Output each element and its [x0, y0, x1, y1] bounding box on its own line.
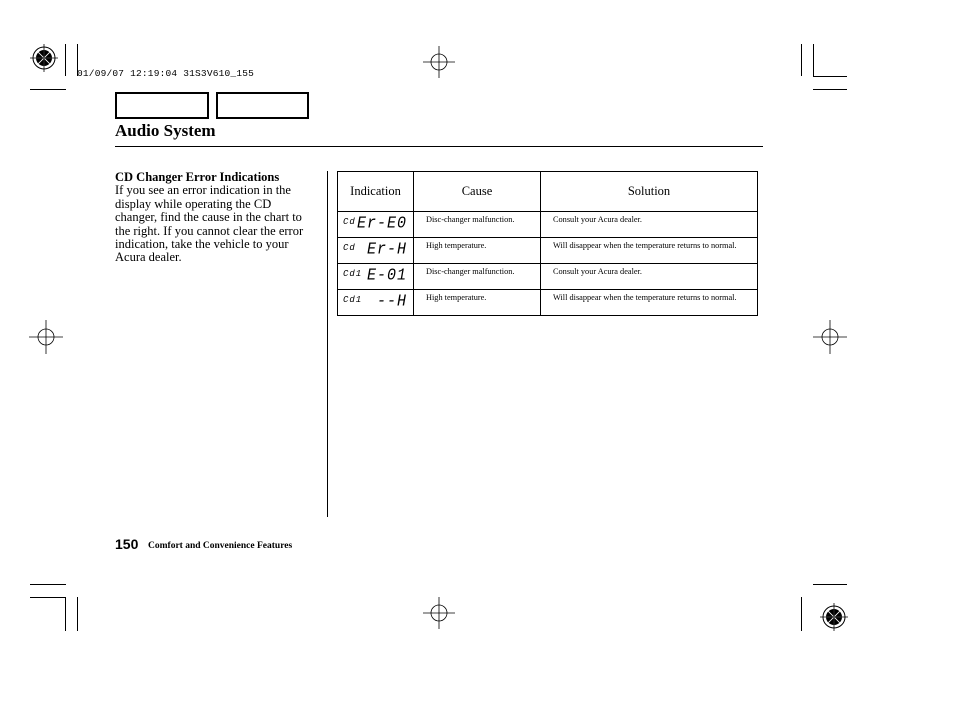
indication-cell: [338, 238, 414, 264]
display-message: --H: [376, 292, 407, 311]
crop-mark: [30, 597, 66, 598]
crop-mark: [813, 584, 847, 585]
header-cause: Cause: [414, 172, 541, 212]
crop-mark: [65, 44, 66, 76]
crop-mark: [801, 597, 802, 631]
indication-cell: [338, 290, 414, 316]
header-tab-box-2: [216, 92, 309, 119]
solution-cell: Consult your Acura dealer.: [541, 212, 758, 238]
section-heading: CD Changer Error Indications: [115, 170, 280, 184]
chapter-title: Comfort and Convenience Features: [148, 541, 293, 551]
crop-mark: [30, 89, 66, 90]
display-message: E-01: [366, 266, 407, 285]
display-code: Cd1: [343, 269, 363, 279]
display-code: Cd1: [343, 295, 363, 305]
table-row: [338, 212, 758, 238]
title-rule: [115, 146, 763, 147]
print-stamp: 01/09/07 12:19:04 31S3V610_155: [77, 68, 255, 79]
crop-mark: [813, 89, 847, 90]
crop-mark: [77, 597, 78, 631]
crop-mark: [30, 584, 66, 585]
solution-cell: Will disappear when the temperature returns to normal.: [541, 238, 758, 264]
table-row: [338, 290, 758, 316]
column-divider: [327, 171, 328, 517]
page-number: 150: [115, 536, 139, 552]
cause-cell: Disc-changer malfunction.: [414, 212, 541, 238]
header-solution: Solution: [541, 172, 758, 212]
table-row: [338, 238, 758, 264]
section-body: If you see an error indication in the display while operating the CD changer, find the cause in the chart to the right. If you cannot clear the error indication, take the vehicle to your Acura dealer.: [115, 183, 304, 265]
solution-cell: Consult your Acura dealer.: [541, 264, 758, 290]
display-code: Cd: [343, 217, 356, 227]
cause-cell: Disc-changer malfunction.: [414, 264, 541, 290]
error-indication-table: [337, 171, 758, 316]
table-header-row: [338, 172, 758, 212]
display-message: Er-H: [366, 240, 407, 259]
page-title: Audio System: [115, 121, 216, 140]
section-text: [115, 171, 315, 265]
display-message: Er-E0: [356, 214, 407, 233]
crop-mark: [813, 44, 814, 76]
header-tab-box-1: [115, 92, 209, 119]
crop-mark: [813, 76, 847, 77]
display-code: Cd: [343, 243, 356, 253]
cause-cell: High temperature.: [414, 290, 541, 316]
indication-cell: [338, 264, 414, 290]
crop-mark: [801, 44, 802, 76]
crop-mark: [65, 597, 66, 631]
header-indication: Indication: [338, 172, 414, 212]
cause-cell: High temperature.: [414, 238, 541, 264]
solution-cell: Will disappear when the temperature returns to normal.: [541, 290, 758, 316]
table-row: [338, 264, 758, 290]
indication-cell: [338, 212, 414, 238]
